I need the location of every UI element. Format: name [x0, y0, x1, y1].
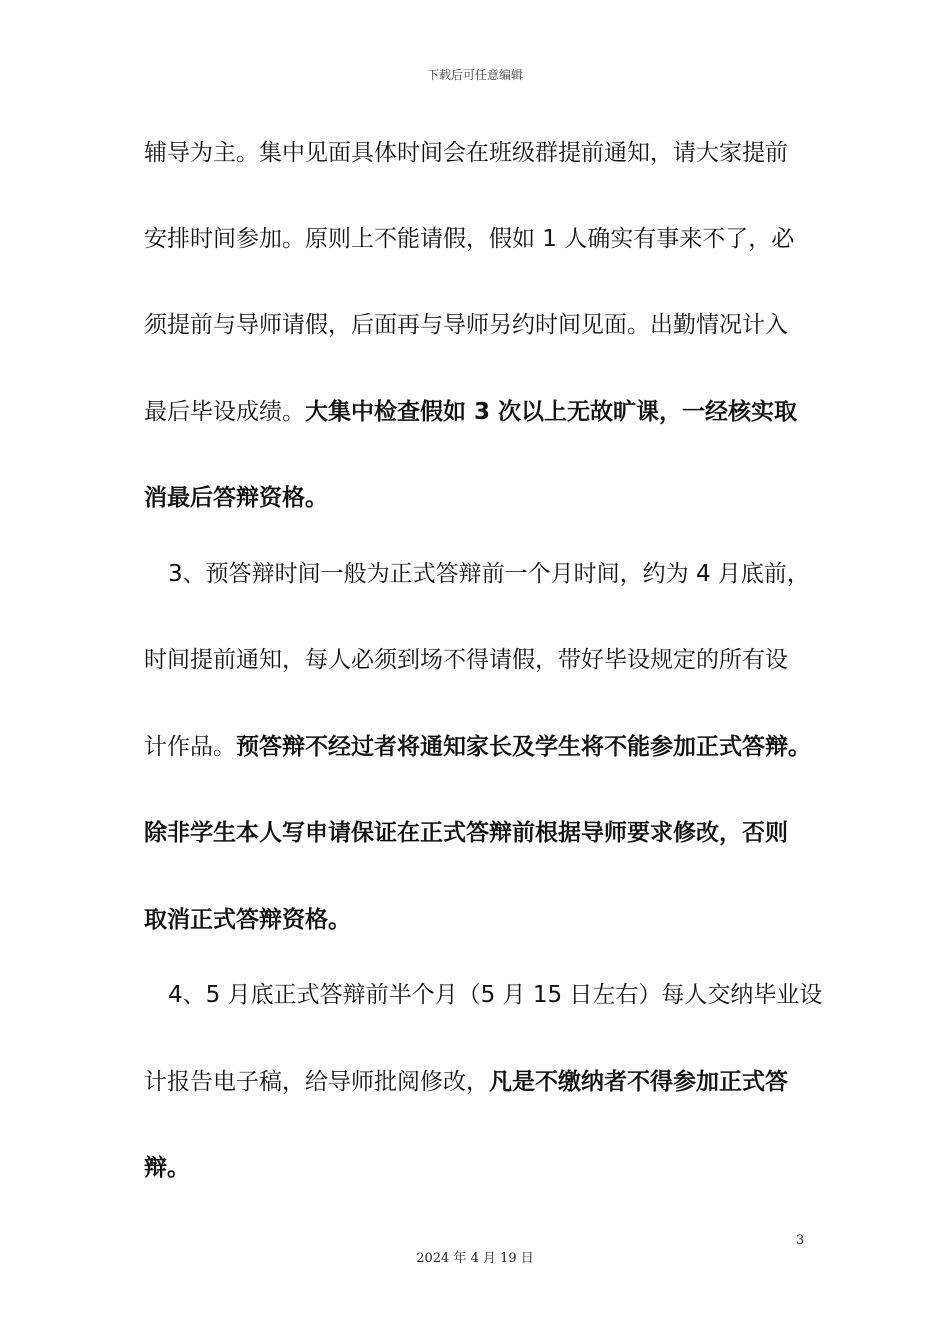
- text-segment: 时间提前通知，每人必须到场不得请假，带好毕设规定的所有设: [144, 647, 788, 673]
- bold-text-segment: 取消正式答辩资格。: [144, 907, 351, 933]
- footer-date: 2024 年 4 月 19 日: [416, 1251, 534, 1266]
- bold-text-segment: 消最后答辩资格。: [144, 485, 328, 511]
- bold-text-segment: 预答辩不经过者将通知家长及学生将不能参加正式答辩。: [236, 734, 811, 760]
- paragraph-line: [144, 818, 824, 848]
- paragraph-line: [144, 1067, 824, 1097]
- text-segment: 须提前与导师请假，后面再与导师另约时间见面。出勤情况计入: [144, 312, 788, 338]
- page-header: 下载后可任意编辑: [426, 68, 523, 82]
- paragraph-line: [144, 397, 824, 427]
- paragraph-line: [144, 905, 824, 935]
- bold-text-segment: 辩。: [144, 1155, 190, 1181]
- paragraph-line: [144, 483, 824, 513]
- paragraph-line: [144, 732, 824, 762]
- text-segment: 最后毕设成绩。: [144, 399, 305, 425]
- paragraph-line: [144, 310, 824, 340]
- text-segment: 安排时间参加。原则上不能请假，假如 1 人确实有事来不了，必: [144, 226, 795, 252]
- text-segment: 3、预答辩时间一般为正式答辩前一个月时间，约为 4 月底前，: [168, 561, 810, 587]
- bold-text-segment: 大集中检查假如 3 次以上无故旷课，一经核实取: [305, 399, 798, 425]
- text-segment: 4、5 月底正式答辩前半个月（5 月 15 日左右）每人交纳毕业设: [168, 982, 823, 1008]
- page-number: 3: [796, 1233, 805, 1248]
- bold-text-segment: 除非学生本人写申请保证在正式答辩前根据导师要求修改，否则: [144, 820, 788, 846]
- paragraph-line: [144, 224, 824, 254]
- paragraph-line: [144, 138, 824, 168]
- paragraph-line: [144, 1153, 824, 1183]
- paragraph-line: [168, 980, 848, 1010]
- bold-text-segment: 凡是不缴纳者不得参加正式答: [489, 1069, 788, 1095]
- text-segment: 计报告电子稿，给导师批阅修改，: [144, 1069, 489, 1095]
- paragraph-line: [144, 645, 824, 675]
- text-segment: 计作品。: [144, 734, 236, 760]
- text-segment: 辅导为主。集中见面具体时间会在班级群提前通知，请大家提前: [144, 140, 788, 166]
- paragraph-line: [168, 559, 848, 589]
